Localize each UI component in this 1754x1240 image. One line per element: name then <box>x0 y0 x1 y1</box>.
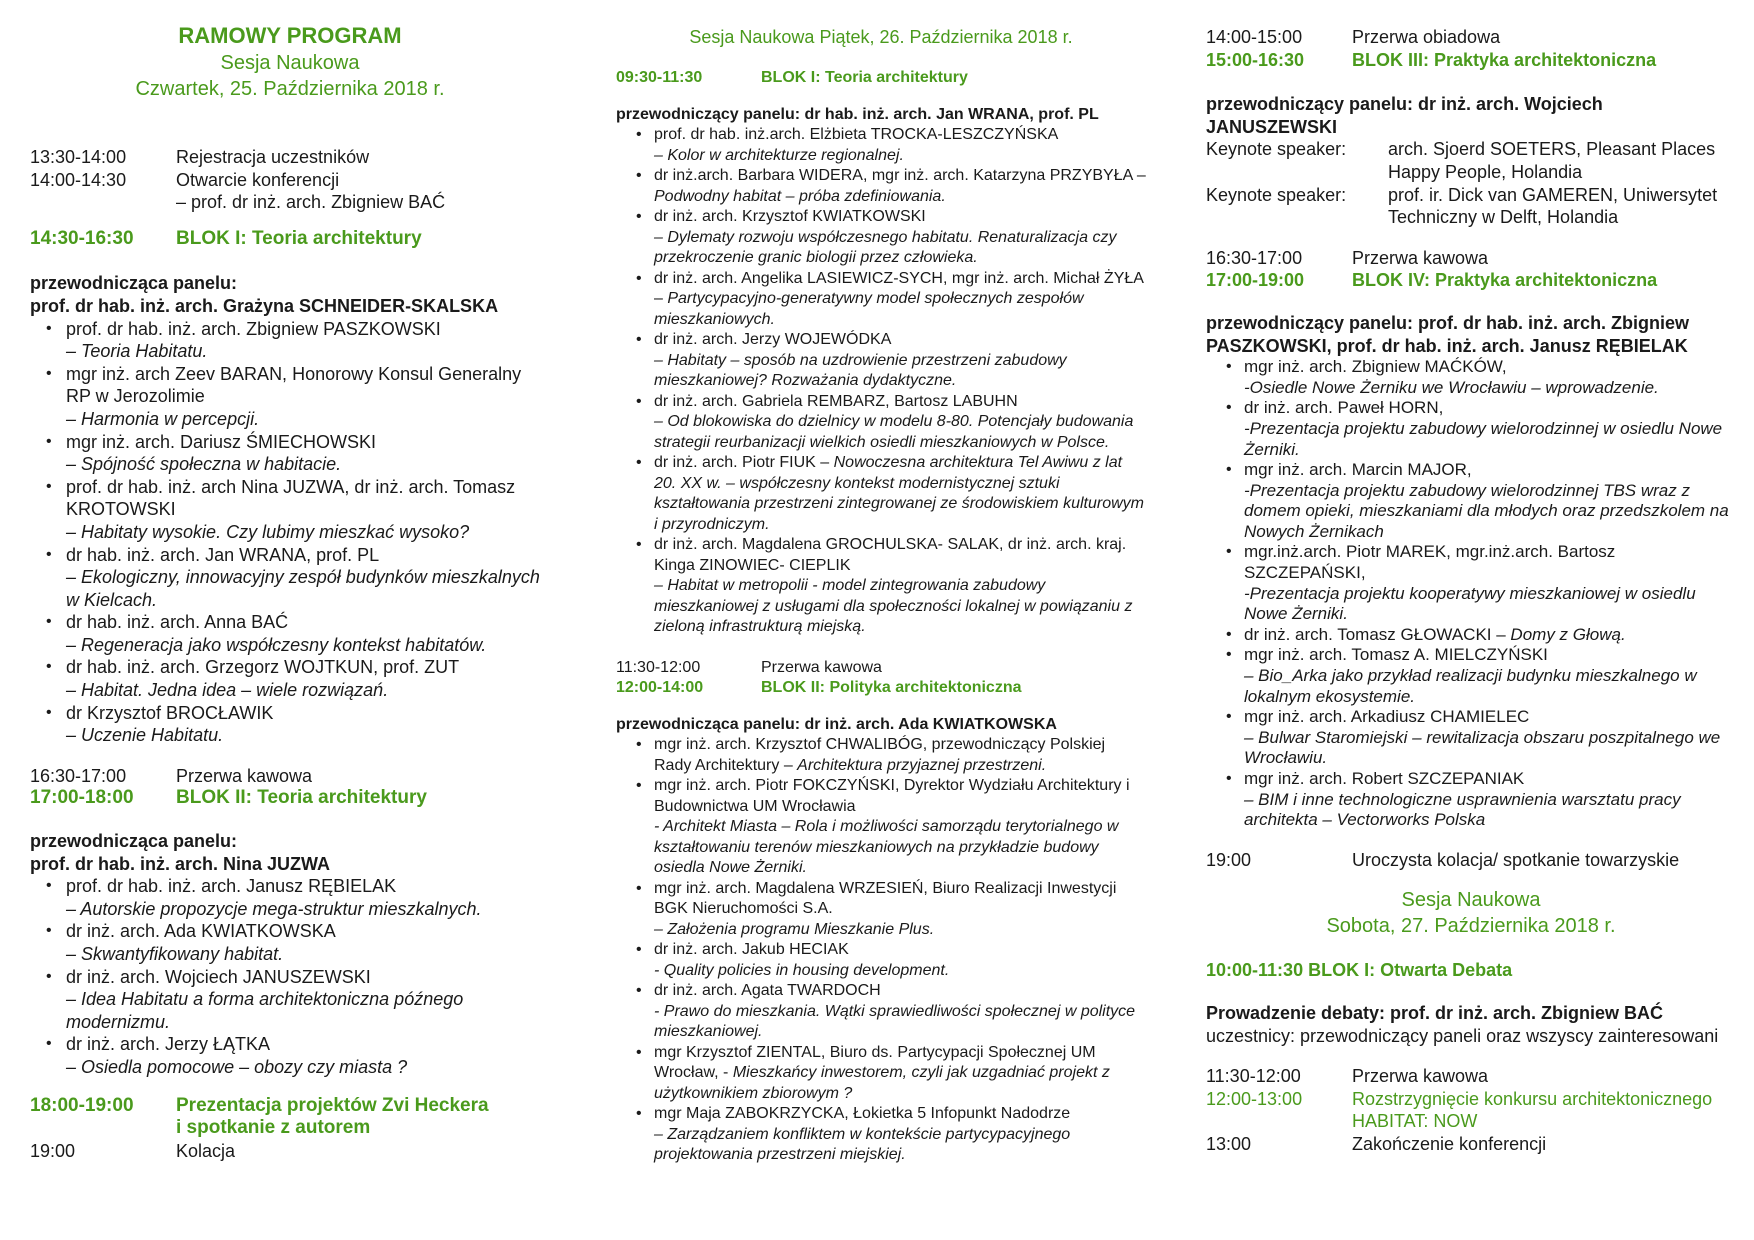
time: 13:00 <box>1206 1133 1252 1154</box>
program-title: RAMOWY PROGRAM <box>178 23 402 48</box>
list-item <box>616 1104 1146 1166</box>
list-item <box>1206 398 1736 460</box>
list-item <box>616 940 1146 981</box>
list-item <box>30 476 550 544</box>
time: 11:30-12:00 <box>616 658 701 676</box>
talk-title: – Habitaty wysokie. Czy lubimy mieszkać wysoko? <box>66 521 470 542</box>
talk-title: – Uczenie Habitatu. <box>66 725 224 746</box>
block-heading <box>616 678 1146 699</box>
block-title: BLOK I: Teoria architektury <box>761 69 968 86</box>
schedule-row <box>1206 1088 1736 1133</box>
event: Przerwa obiadowa <box>1352 27 1501 47</box>
list-item <box>30 611 550 656</box>
keynote-row <box>1206 138 1736 183</box>
keynote-label: Keynote speaker: <box>1206 139 1347 160</box>
time: 17:00-19:00 <box>1206 270 1305 291</box>
speaker: • dr inż. arch. Wojciech JANUSZEWSKI <box>66 966 371 987</box>
speaker: • mgr inż. arch Zeev BARAN, Honorowy Konsul Generalny RP w Jerozolimie <box>66 363 522 407</box>
talk-list <box>30 875 550 1078</box>
talk-list <box>616 735 1146 1166</box>
talk-title: – Dylematy rozwoju współczesnego habitatu. Renaturalizacja czy przekroczenie granic biologii przez człowieka. <box>654 228 1117 266</box>
talk-title: – Od blokowiska do dzielnicy w modelu 8-80. Potencjały budowania strategii reurbanizacji wielkich osiedli mieszkaniowych w Polsce. <box>654 413 1134 451</box>
speaker: • dr hab. inż. arch. Grzegorz WOJTKUN, prof. ZUT <box>66 657 460 678</box>
speaker: • dr hab. inż. arch. Jan WRANA, prof. PL <box>66 544 380 565</box>
list-item <box>1206 707 1736 769</box>
schedule-row <box>1206 26 1736 49</box>
event-line: HABITAT: NOW <box>1352 1111 1478 1132</box>
speaker: • mgr inż. arch. Tomasz A. MIELCZYŃSKI <box>1244 645 1548 665</box>
talk-title: – Teoria Habitatu. <box>66 341 208 362</box>
keynote-speaker: prof. ir. Dick van GAMEREN, Uniwersytet Techniczny w Delft, Holandia <box>1388 184 1718 228</box>
presentation-title <box>176 1095 489 1140</box>
talk-title: – Osiedla pomocowe – obozy czy miasta ? <box>66 1056 408 1077</box>
list-item <box>616 125 1146 166</box>
speaker: • mgr inż. arch. Marcin MAJOR, <box>1244 460 1472 480</box>
time: 14:30-16:30 <box>30 227 134 249</box>
talk-title: – Regeneracja jako współczesny kontekst habitatów. <box>66 634 487 655</box>
list-item <box>616 207 1146 269</box>
list-item <box>1206 460 1736 542</box>
chair-name: przewodniczący panelu: dr inż. arch. Wojciech JANUSZEWSKI <box>1206 94 1603 137</box>
speaker: • mgr inż. arch. Robert SZCZEPANIAK <box>1244 769 1525 788</box>
list-item <box>616 1043 1146 1105</box>
time: 16:30-17:00 <box>30 765 127 786</box>
speaker: dr inż. arch. Piotr FIUK – <box>654 454 834 471</box>
time: 11:30-12:00 <box>1206 1066 1301 1087</box>
list-item <box>30 431 550 476</box>
block-heading: 10:00-11:30 BLOK I: Otwarta Debata <box>1206 960 1513 981</box>
talk-title: - Quality policies in housing development. <box>654 961 950 979</box>
time: 18:00-19:00 <box>30 1094 134 1116</box>
time: 12:00-13:00 <box>1206 1088 1303 1109</box>
talk-title: Architektura przyjaznej przestrzeni. <box>797 756 1047 774</box>
list-item <box>1206 645 1736 707</box>
list-item <box>616 269 1146 331</box>
speaker: • mgr inż. arch. Arkadiusz CHAMIELEC <box>1244 707 1530 727</box>
list-item <box>30 544 550 612</box>
schedule-row <box>30 146 550 169</box>
list-item <box>1206 769 1736 831</box>
list-item <box>30 920 550 965</box>
chair-name: prof. dr hab. inż. arch. Nina JUZWA <box>30 853 331 874</box>
keynote-speaker: arch. Sjoerd SOETERS, Pleasant Places Happy People, Holandia <box>1388 139 1716 182</box>
time: 19:00 <box>30 1140 76 1161</box>
talk-title: Mieszkańcy inwestorem, czyli jak uzgadniać projekt z użytkownikiem zbiorowym ? <box>654 1064 1110 1102</box>
event: Kolacja <box>176 1140 236 1161</box>
time: 13:30-14:00 <box>30 147 127 167</box>
speaker: • mgr inż. arch. Zbigniew MAĆKÓW, <box>1244 357 1507 377</box>
talk-title: -Osiedle Nowe Żerniku we Wrocławiu – wprowadzenie. <box>1244 377 1659 397</box>
list-item <box>616 166 1146 207</box>
chair-label: przewodnicząca panelu: <box>30 273 238 294</box>
friday-header: Sesja Naukowa Piątek, 26. Października 2018 r. <box>689 27 1073 47</box>
presentation-line: Prezentacja projektów Zvi Heckera <box>176 1094 489 1116</box>
talk-title: Partycypacyjno-generatywny model społecznych zespołów mieszkaniowych. <box>654 290 1084 328</box>
block-heading <box>616 68 1146 89</box>
chair-label: przewodnicząca panelu: <box>30 831 238 852</box>
talk-title: – Autorskie propozycje mega-struktur mieszkalnych. <box>66 898 482 919</box>
speaker: • mgr inż. arch. Magdalena WRZESIEŃ, Biuro Realizacji Inwestycji BGK Nieruchomości S.A. <box>654 879 1117 917</box>
talk-title: – Skwantyfikowany habitat. <box>66 944 284 964</box>
talk-title: -Prezentacja projektu zabudowy wielorodzinnej TBS wraz z domem opieki, mieszkaniami dla młodych oraz przedszkolem na Nowych Żernikach <box>1244 480 1729 541</box>
talk-title: – Idea Habitatu a forma architektoniczna późnego modernizmu. <box>66 989 464 1032</box>
speaker: • dr inż. arch. Jerzy ŁĄTKA <box>66 1034 271 1055</box>
block-title: BLOK III: Praktyka architektoniczna <box>1352 49 1657 70</box>
talk-title: Podwodny habitat – próba zdefiniowania. <box>654 187 946 205</box>
column-thursday <box>30 0 550 1162</box>
list-item <box>1206 625 1736 646</box>
speaker: • dr inż. arch. Jakub HECIAK <box>654 941 849 958</box>
event: Przerwa kawowa <box>1352 1066 1489 1087</box>
speaker: dr inż. arch. Angelika LASIEWICZ-SYCH, mgr inż. arch. Michał ŻYŁA – <box>654 269 1144 307</box>
list-item <box>616 392 1146 454</box>
event: Otwarcie konferencji <box>176 169 340 190</box>
keynote-label: Keynote speaker: <box>1206 184 1347 205</box>
block-title: BLOK IV: Praktyka architektoniczna <box>1352 270 1658 291</box>
column-friday <box>616 0 1146 1166</box>
event: Przerwa kawowa <box>1352 247 1489 268</box>
session-date: Czwartek, 25. Października 2018 r. <box>135 78 445 100</box>
schedule-row <box>30 169 550 192</box>
talk-title: Domy z Głową. <box>1510 624 1626 644</box>
list-item <box>616 879 1146 941</box>
speaker: mgr Krzysztof ZIENTAL, Biuro ds. Partycypacji Społecznej UM Wrocław, - <box>654 1043 1096 1081</box>
block-title: BLOK II: Polityka architektoniczna <box>761 679 1022 696</box>
list-item <box>616 535 1146 638</box>
speaker: • dr inż. arch. Gabriela REMBARZ, Bartosz LABUHN <box>654 392 1018 410</box>
block-heading <box>30 787 550 810</box>
talk-title: – Habitaty – sposób na uzdrowienie przestrzeni zabudowy mieszkaniowej? Rozważania dydaktyczne. <box>654 351 1067 389</box>
speaker: • mgr inż. arch. Dariusz ŚMIECHOWSKI <box>66 431 377 452</box>
block-heading <box>30 228 550 251</box>
speaker: • dr Krzysztof BROCŁAWIK <box>66 702 274 723</box>
event <box>1352 1088 1712 1133</box>
debate-participants: uczestnicy: przewodniczący paneli oraz wszyscy zainteresowani <box>1206 1025 1719 1046</box>
debate-lead: Prowadzenie debaty: prof. dr inż. arch. Zbigniew BAĆ <box>1206 1002 1664 1023</box>
chair-name: przewodniczący panelu: dr hab. inż. arch. Jan WRANA, prof. PL <box>616 105 1099 123</box>
schedule-row <box>1206 1065 1736 1088</box>
time: 14:00-15:00 <box>1206 27 1303 47</box>
talk-list <box>1206 357 1736 831</box>
session-label: Sesja Naukowa <box>220 52 360 74</box>
session-label: Sesja Naukowa <box>1401 889 1541 912</box>
list-item <box>30 363 550 431</box>
event-line: Rozstrzygnięcie konkursu architektonicznego <box>1352 1088 1713 1109</box>
list-item <box>616 735 1146 776</box>
list-item <box>30 318 550 363</box>
event: Przerwa kawowa <box>761 658 882 676</box>
block-heading <box>1206 49 1736 72</box>
speaker: • dr inż. arch. Magdalena GROCHULSKA- SALAK, dr inż. arch. kraj. Kinga ZINOWIEC- CIEPLIK <box>654 536 1127 574</box>
talk-title: – Zarządzaniem konfliktem w kontekście partycypacyjnego projektowania przestrzeni miejskiej. <box>654 1125 1071 1163</box>
list-item <box>30 656 550 701</box>
keynote-row <box>1206 184 1736 229</box>
thursday-header <box>30 22 550 102</box>
chair-name: przewodnicząca panelu: dr inż. arch. Ada KWIATKOWSKA <box>616 715 1057 733</box>
speaker: • mgr.inż.arch. Piotr MAREK, mgr.inż.arch. Bartosz SZCZEPAŃSKI, <box>1244 542 1616 583</box>
list-item <box>616 776 1146 879</box>
talk-title: -Prezentacja projektu zabudowy wielorodzinnej w osiedlu Nowe Żerniki. <box>1244 418 1723 459</box>
speaker: • prof. dr hab. inż.arch. Elżbieta TROCKA-LESZCZYŃSKA <box>654 126 1059 143</box>
list-item <box>616 330 1146 392</box>
schedule-row <box>616 658 1146 679</box>
talk-title: – Bulwar Staromiejski – rewitalizacja obszaru poszpitalnego we Wrocławiu. <box>1244 727 1721 768</box>
session-date: Sobota, 27. Października 2018 r. <box>1326 915 1616 938</box>
time: 09:30-11:30 <box>616 69 703 86</box>
chair-name: prof. dr hab. inż. arch. Grażyna SCHNEIDER-SKALSKA <box>30 295 499 316</box>
talk-list <box>30 318 550 747</box>
speaker: • dr inż. arch. Agata TWARDOCH <box>654 982 881 999</box>
speaker: dr inż. arch. Tomasz GŁOWACKI – <box>1244 624 1511 644</box>
talk-title: – Ekologiczny, innowacyjny zespół budynków mieszkalnych w Kielcach. <box>66 567 540 610</box>
speaker: • prof. dr hab. inż. arch. Janusz RĘBIELAK <box>66 876 397 897</box>
time: 17:00-18:00 <box>30 787 134 809</box>
speaker: • dr inż. arch. Ada KWIATKOWSKA <box>66 921 336 942</box>
list-item <box>1206 542 1736 624</box>
chair-name: przewodniczący panelu: prof. dr hab. inż. arch. Zbigniew PASZKOWSKI, prof. dr hab. inż. arch. Janusz RĘBIELAK <box>1206 312 1690 356</box>
block-heading <box>1206 269 1736 292</box>
list-item <box>30 702 550 747</box>
column-friday-afternoon <box>1206 0 1736 1156</box>
opening-speaker: – prof. dr inż. arch. Zbigniew BAĆ <box>176 192 446 213</box>
speaker: • mgr Maja ZABOKRZYCKA, Łokietka 5 Infopunkt Nadodrze <box>654 1105 1071 1122</box>
talk-title: – Habitat w metropolii - model zintegrowania zabudowy mieszkaniowej z usługami dla społeczności lokalnej w powiązaniu z zieloną infrastrukturą miejską. <box>654 577 1133 635</box>
talk-list <box>616 125 1146 638</box>
time: 12:00-14:00 <box>616 679 704 696</box>
speaker: mgr inż. arch. Krzysztof CHWALIBÓG, przewodniczący Polskiej Rady Architektury – <box>654 736 1106 774</box>
list-item <box>30 1033 550 1078</box>
list-item <box>30 966 550 1034</box>
speaker: • dr hab. inż. arch. Anna BAĆ <box>66 612 289 633</box>
list-item <box>1206 357 1736 398</box>
block-title: BLOK I: Teoria architektury <box>176 227 422 249</box>
time: 19:00 <box>1206 849 1252 870</box>
talk-title: – Bio_Arka jako przykład realizacji budynku mieszkalnego w lokalnym ekosystemie. <box>1244 666 1697 706</box>
talk-title: – Habitat. Jedna idea – wiele rozwiązań. <box>66 680 389 701</box>
block-title: BLOK II: Teoria architektury <box>176 787 427 809</box>
schedule-row <box>1206 1133 1736 1156</box>
event: Rejestracja uczestników <box>176 147 370 167</box>
speaker: dr inż.arch. Barbara WIDERA, mgr inż. arch. Katarzyna PRZYBYŁA – <box>654 167 1146 184</box>
saturday-header <box>1206 887 1736 939</box>
talk-title: - Prawo do mieszkania. Wątki sprawiedliwości społecznej w polityce mieszkaniowej. <box>654 1002 1136 1040</box>
speaker: • dr inż. arch. Paweł HORN, <box>1244 398 1444 418</box>
talk-title: Nowoczesna architektura Tel Awiwu z lat 20. XX w. – współczesny kontekst modernistycznej sztuki kształtowania przestrzeni zintegrowanej ze środowiskiem kulturowym i przyrodniczym. <box>654 454 1144 533</box>
presentation-line: i spotkanie z autorem <box>176 1117 371 1139</box>
list-item <box>616 453 1146 535</box>
event: Przerwa kawowa <box>176 765 313 786</box>
time: 16:30-17:00 <box>1206 247 1303 268</box>
event: Uroczysta kolacja/ spotkanie towarzyskie <box>1352 849 1680 870</box>
time: 14:00-14:30 <box>30 169 127 190</box>
time: 15:00-16:30 <box>1206 49 1305 70</box>
talk-title: – Harmonia w percepcji. <box>66 408 260 429</box>
speaker: • dr inż. arch. Krzysztof KWIATKOWSKI <box>654 208 926 225</box>
schedule-row <box>30 1140 550 1163</box>
schedule-row <box>1206 247 1736 270</box>
speaker: • mgr inż. arch. Piotr FOKCZYŃSKI, Dyrektor Wydziału Architektury i Budownictwa UM Wrocławia <box>654 777 1130 815</box>
speaker: • dr inż. arch. Jerzy WOJEWÓDKA <box>654 331 892 348</box>
schedule-row <box>30 765 550 788</box>
block-heading <box>30 1095 550 1140</box>
list-item <box>30 875 550 920</box>
event: Zakończenie konferencji <box>1352 1133 1547 1154</box>
list-item <box>616 981 1146 1043</box>
talk-title: – BIM i inne technologiczne usprawnienia warsztatu pracy architekta – Vectorworks Polska <box>1244 789 1681 830</box>
talk-title: – Założenia programu Mieszkanie Plus. <box>654 920 935 938</box>
talk-title: -Prezentacja projektu kooperatywy mieszkaniowej w osiedlu Nowe Żerniki. <box>1244 583 1696 624</box>
talk-title: – Spójność społeczna w habitacie. <box>66 454 342 475</box>
talk-title: - Architekt Miasta – Rola i możliwości samorządu terytorialnego w kształtowaniu terenów mieszkaniowych na przykładzie budowy osiedla Nowe Żerniki. <box>654 818 1119 876</box>
speaker: • prof. dr hab. inż. arch Nina JUZWA, dr inż. arch. Tomasz KROTOWSKI <box>66 476 516 520</box>
schedule-row <box>1206 849 1736 872</box>
speaker: • prof. dr hab. inż. arch. Zbigniew PASZKOWSKI <box>66 318 441 339</box>
talk-title: – Kolor w architekturze regionalnej. <box>654 146 904 164</box>
